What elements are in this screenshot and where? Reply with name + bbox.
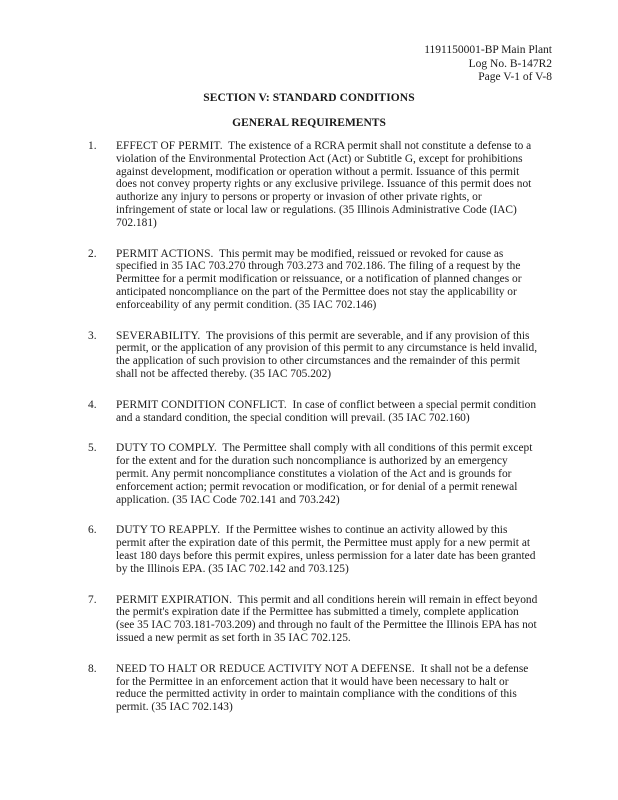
condition-item [0, 442, 618, 506]
condition-body [116, 594, 538, 645]
condition-text: In case of conflict between a special permit condition and a standard condition, the special condition will prevail. (35 IAC 702.160) [116, 398, 537, 424]
condition-number: 4. [88, 398, 97, 411]
condition-number: 2. [88, 247, 97, 260]
condition-number: 6. [88, 524, 97, 537]
permit-id: 1191150001-BP Main Plant [424, 44, 552, 56]
document-header [424, 44, 552, 85]
condition-text: This permit may be modified, reissued or revoked for cause as specified in 35 IAC 703.270 through 703.273 and 702.186. The filing of a request by the Permittee for a permit modification or reissuance, or a notification of planned changes or anticipated noncompliance on the part of the Permittee does not stay the applicability or enforceability of any permit condition. (35 IAC 702.146) [116, 247, 522, 311]
condition-heading: PERMIT CONDITION CONFLICT. [116, 398, 287, 411]
condition-item [0, 399, 618, 425]
sub-title: GENERAL REQUIREMENTS [232, 117, 386, 129]
condition-item [0, 663, 618, 714]
condition-body [116, 399, 538, 425]
condition-number: 8. [88, 662, 97, 675]
condition-text: It shall not be a defense for the Permittee in an enforcement action that it would have been necessary to halt or reduce the permitted activity in order to maintain compliance with the conditions of this permit. (35 IAC 702.143) [116, 662, 529, 714]
condition-heading: SEVERABILITY. [116, 329, 201, 342]
condition-number: 7. [88, 593, 97, 606]
condition-body [116, 524, 538, 575]
condition-heading: PERMIT ACTIONS. [116, 247, 214, 260]
log-number: Log No. B-147R2 [468, 57, 552, 70]
condition-text: The existence of a RCRA permit shall not constitute a defense to a violation of the Environmental Protection Act (Act) or Subtitle G, except for prohibitions against development, modification or operation without a permit. Issuance of this permit does not convey property rights or any exclusive privilege. Issuance of this permit does not authorize any injury to persons or property or invasion of other private rights, or infringement of state or local law or regulations. (35 Illinois Administrative Code (IAC) 702.181) [116, 140, 532, 229]
condition-number: 3. [88, 329, 97, 342]
condition-item [0, 248, 618, 312]
condition-item [0, 330, 618, 381]
condition-heading: DUTY TO REAPPLY. [116, 524, 221, 537]
condition-item [0, 524, 618, 575]
condition-text: This permit and all conditions herein will remain in effect beyond the permit's expiration date if the Permittee has submitted a timely, complete application (see 35 IAC 703.181-703.209) and through no fault of the Permittee the Illinois EPA has not issued a new permit as set forth in 35 IAC 702.125. [116, 593, 538, 644]
condition-text: If the Permittee wishes to continue an activity allowed by this permit after the expiration date of this permit, the Permittee must apply for a new permit at least 180 days before this permit expires, unless permission for a later date has been granted by the Illinois EPA. (35 IAC 702.142 and 703.125) [116, 524, 536, 575]
condition-body [116, 330, 538, 381]
condition-text: The Permittee shall comply with all conditions of this permit except for the extent and for the duration such noncompliance is authorized by an emergency permit. Any permit noncompliance constitutes a violation of the Act and is grounds for enforcement action; permit revocation or modification, or for denial of a permit renewal application. (35 IAC Code 702.141 and 703.242) [116, 442, 533, 506]
condition-text: The provisions of this permit are severable, and if any provision of this permit, or the application of any provision of this permit to any circumstance is held invalid, the application of such provision to other circumstances and the remainder of this permit shall not be affected thereby. (35 IAC 705.202) [116, 329, 538, 380]
condition-number: 1. [88, 140, 97, 152]
condition-body [116, 442, 538, 506]
condition-heading: EFFECT OF PERMIT. [116, 140, 223, 152]
conditions-list [0, 140, 618, 732]
condition-body [116, 140, 538, 230]
condition-number: 5. [88, 442, 97, 455]
condition-item [0, 140, 618, 230]
condition-body [116, 663, 538, 714]
condition-item [0, 594, 618, 645]
section-title: SECTION V: STANDARD CONDITIONS [203, 92, 415, 104]
page-number: Page V-1 of V-8 [478, 71, 552, 83]
condition-body [116, 248, 538, 312]
condition-heading: NEED TO HALT OR REDUCE ACTIVITY NOT A DEFENSE. [116, 662, 415, 675]
condition-heading: DUTY TO COMPLY. [116, 442, 217, 455]
condition-heading: PERMIT EXPIRATION. [116, 593, 233, 606]
